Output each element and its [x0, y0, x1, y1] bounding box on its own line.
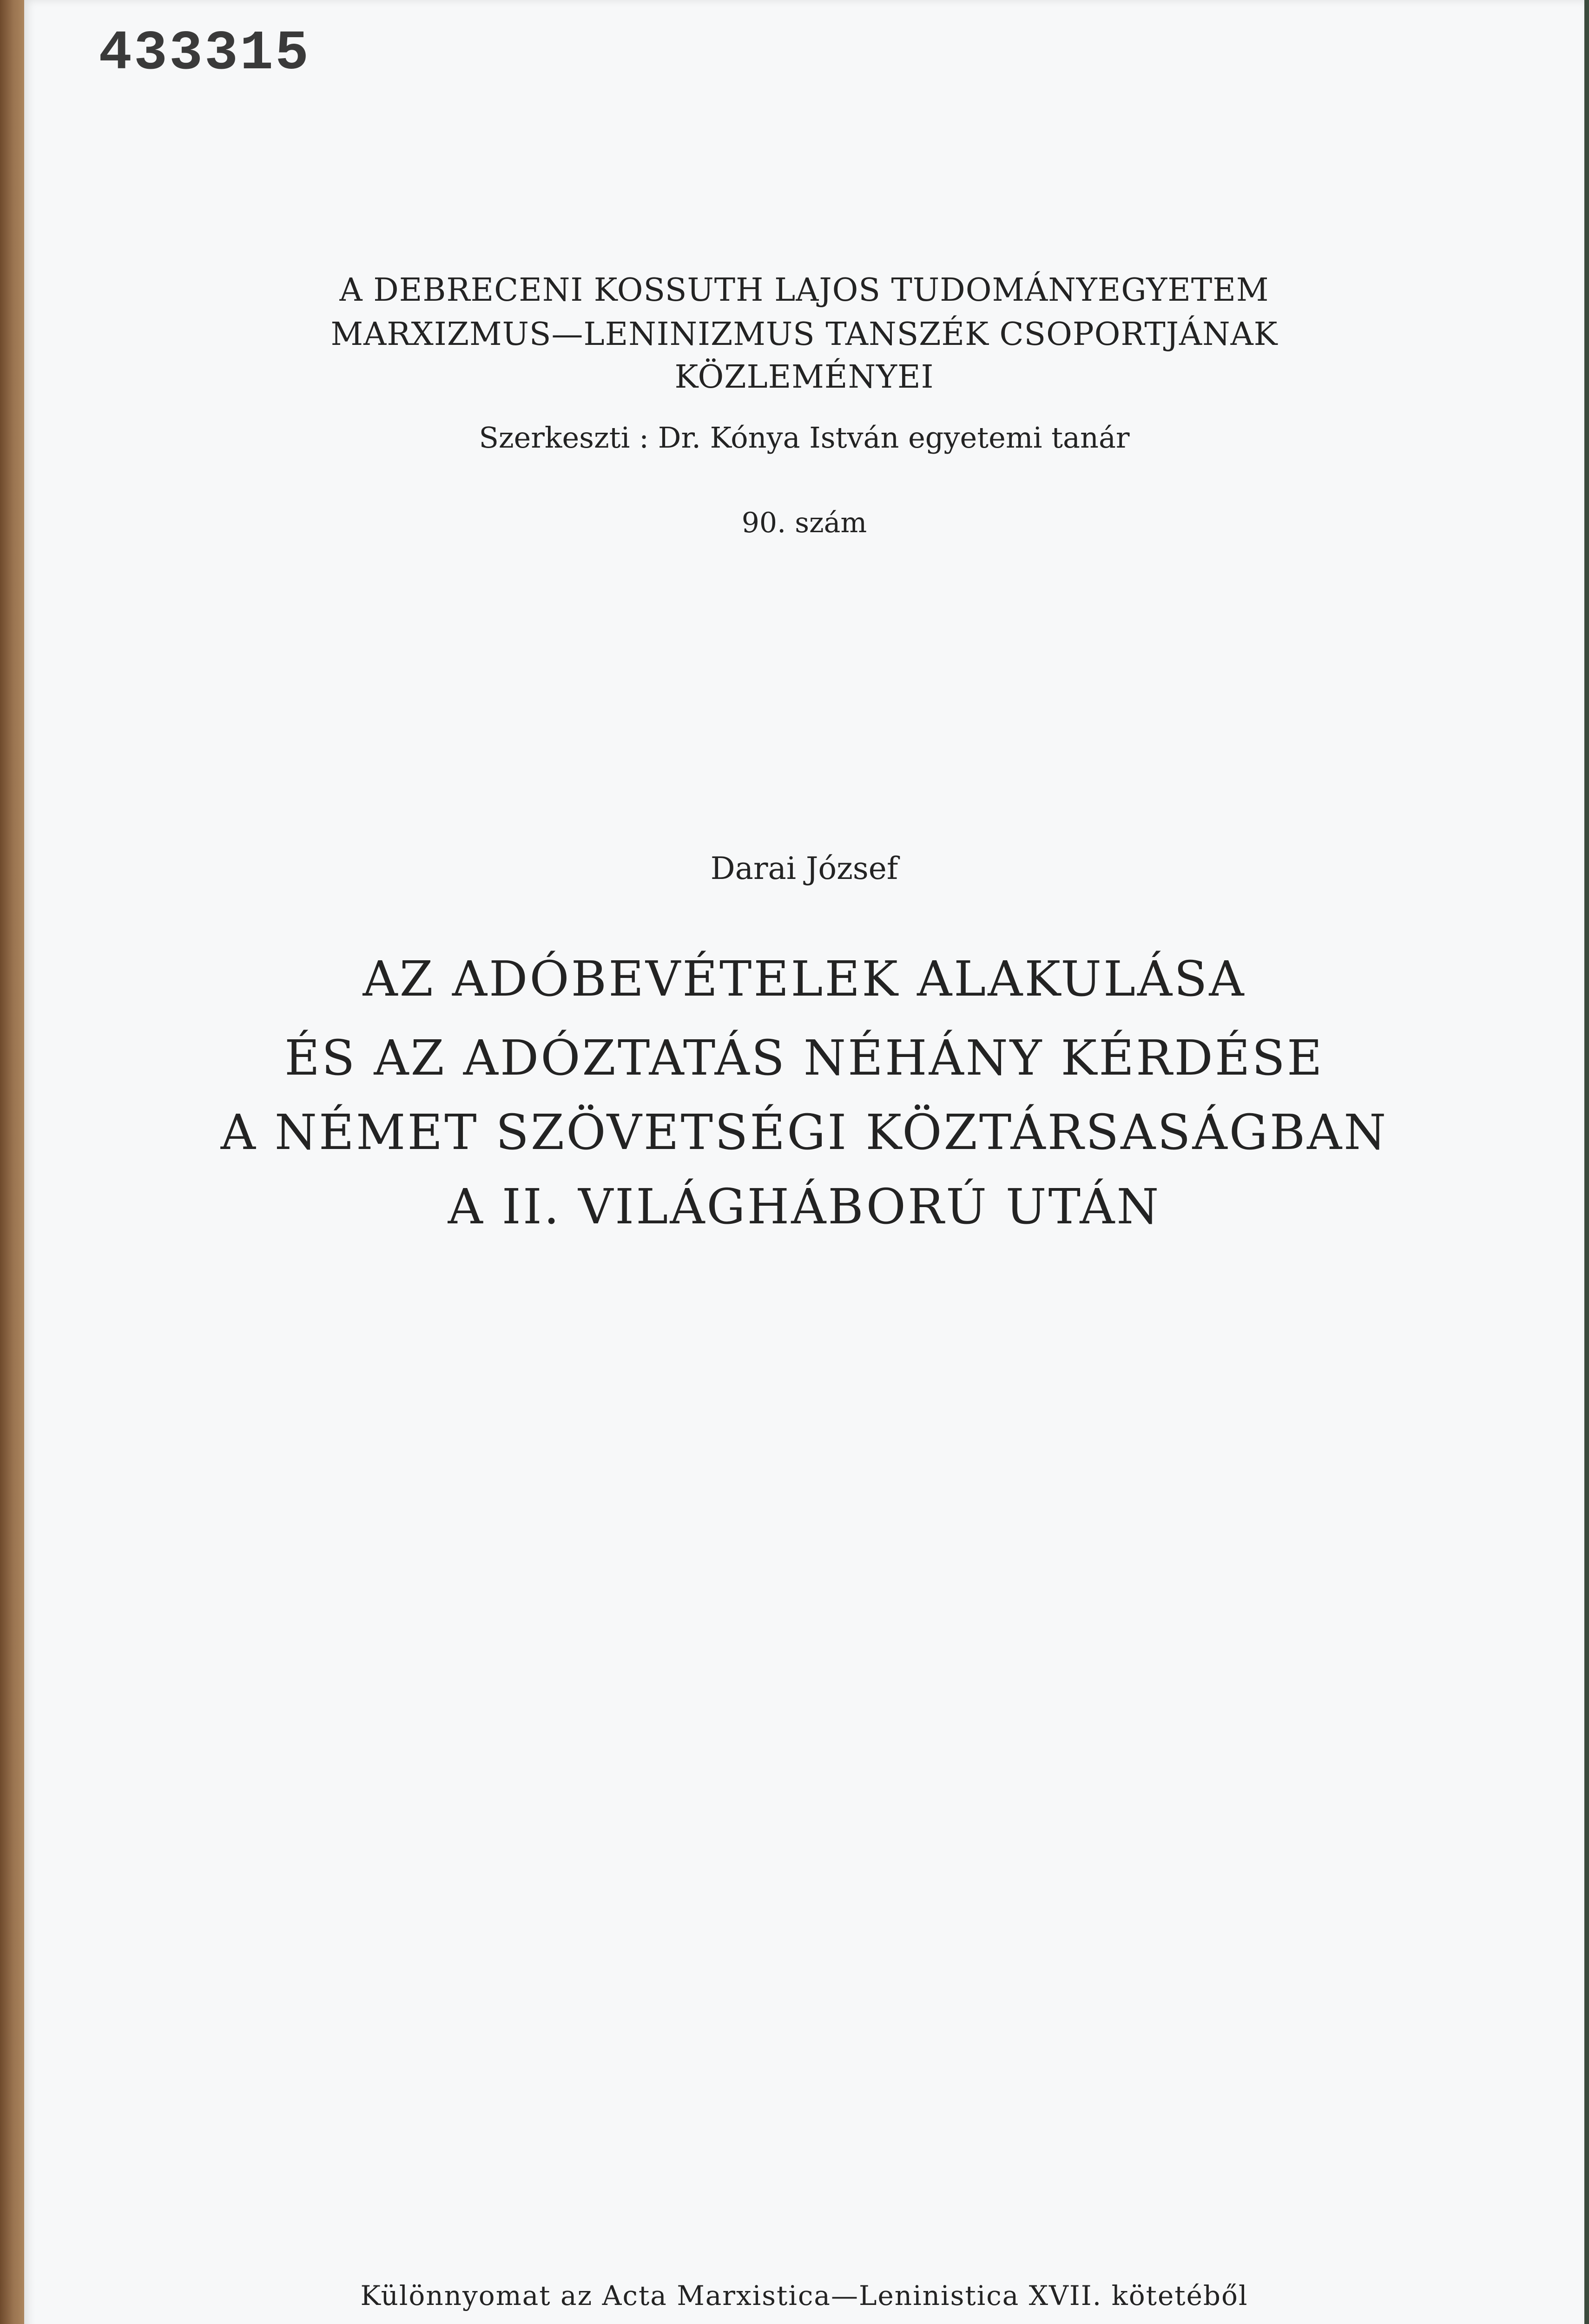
title-line-1: AZ ADÓBEVÉTELEK ALAKULÁSA: [363, 951, 1246, 1007]
issue-number: 90. szám: [741, 507, 867, 539]
title-line-2: ÉS AZ ADÓZTATÁS NÉHÁNY KÉRDÉSE: [284, 1030, 1324, 1086]
book-spine-edge: [0, 0, 27, 2324]
title-line-3: A NÉMET SZÖVETSÉGI KÖZTÁRSASÁGBAN: [220, 1104, 1388, 1161]
title-line-4: A II. VILÁGHÁBORÚ UTÁN: [448, 1178, 1161, 1235]
title-page: [24, 0, 1584, 2324]
publisher-line-3: KÖZLEMÉNYEI: [674, 359, 934, 396]
inventory-stamp: 433315: [99, 22, 311, 86]
author-name: Darai József: [710, 851, 898, 886]
offprint-note: Különnyomat az Acta Marxistica—Leninistica XVII. kötetéből: [360, 2280, 1248, 2311]
publisher-line-2: MARXIZMUS—LENINIZMUS TANSZÉK CSOPORTJÁNAK: [330, 316, 1278, 353]
editor-line: Szerkeszti : Dr. Kónya István egyetemi tanár: [479, 421, 1130, 455]
publisher-line-1: A DEBRECENI KOSSUTH LAJOS TUDOMÁNYEGYETEM: [339, 272, 1269, 309]
